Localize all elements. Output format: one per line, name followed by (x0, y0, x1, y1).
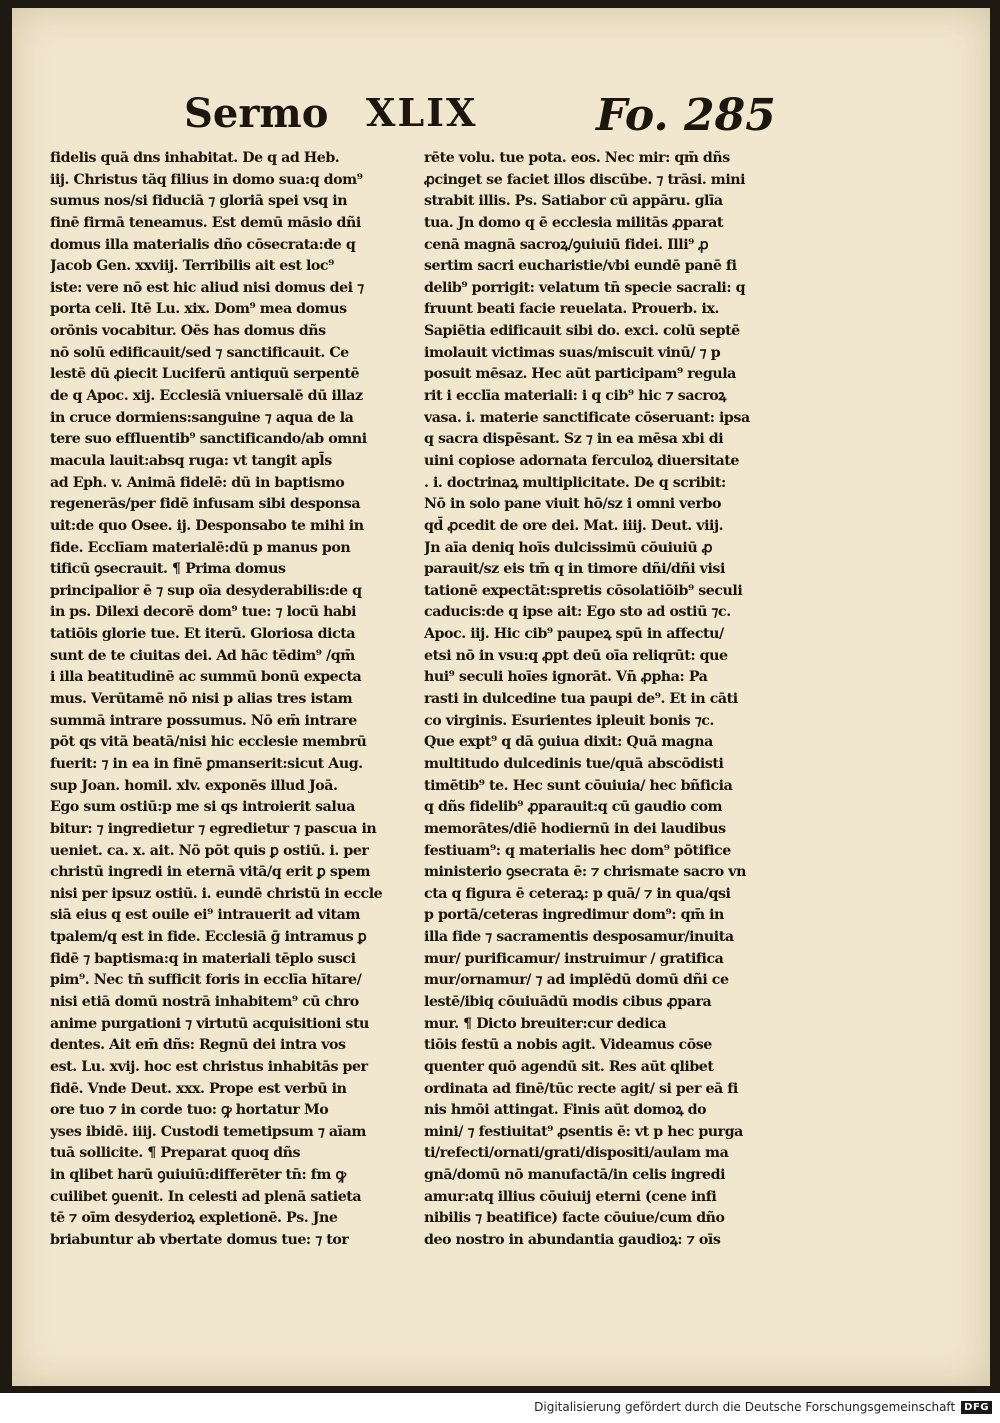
text-line: q dñs fidelib⁹ ꝓparauit:q cū gaudio com (424, 799, 723, 816)
text-line: ti/refecti/ornati/grati/dispositi/aulam ma (424, 1145, 729, 1162)
text-line: in ps. Dilexi decorē dom⁹ tue: ⁊ locū habi (50, 604, 357, 621)
text-line: tere suo effluentib⁹ sanctificando/ab omni (50, 431, 367, 448)
text-line: fruunt beati facie reuelata. Prouerb. ix. (424, 301, 719, 318)
text-line: fuerit: ⁊ in ea in finē ꝑmanserit:sicut Aug. (50, 755, 363, 772)
text-line: parauit/sz eis tm̄ q in timore dñi/dñi visi (424, 561, 725, 578)
text-line: ministerio ꝯsecrata ē: ⁊ chrismate sacro vn (424, 864, 746, 881)
text-line: Nō in solo pane viuit hō/sz i omni verbo (424, 496, 722, 513)
page-header (12, 90, 990, 150)
text-line: tificū ꝯsecrauit. ¶ Prima domus (50, 561, 286, 578)
text-line: fidelis quā dns inhabitat. De q ad Heb. (50, 150, 340, 166)
text-line: tē ⁊ oīm desyderioꝝ expletionē. Ps. Jne (50, 1210, 338, 1227)
text-line: qd̄ ꝓcedit de ore dei. Mat. iiij. Deut. viij. (424, 517, 724, 534)
text-line: Jacob Gen. xxviij. Terribilis ait est loc⁹ (50, 258, 334, 275)
text-line: iij. Christus tāq filius in domo sua:q dom⁹ (50, 171, 363, 188)
text-line: . i. doctrinaꝝ multiplicitate. De q scribit: (424, 474, 726, 491)
text-line: festiuam⁹: q materialis hec dom⁹ pōtifice (424, 842, 731, 859)
text-line: uit:de quo Osee. ij. Desponsabo te mihi in (50, 517, 364, 534)
text-line: porta celi. Itē Lu. xix. Dom⁹ mea domus (50, 301, 347, 318)
text-line: Ego sum ostiū:p me si qs introierit salua (50, 799, 355, 816)
text-line: ꝓcinget se faciet illos discūbe. ⁊ trāsi. mini (424, 171, 746, 188)
text-line: principalior ē ⁊ sup oīa desyderabilis:de q (50, 582, 362, 599)
text-line: delib⁹ porrigit: velatum tn̄ specie sacrali: q (424, 279, 746, 296)
text-line: fidē. Vnde Deut. xxx. Prope est verbū in (50, 1080, 347, 1097)
text-line: sunt de te ciuitas dei. Ad hāc tēdim⁹ /qm̄ (50, 647, 355, 664)
text-line: cuilibet ꝯuenit. In celesti ad plenā satieta (50, 1188, 362, 1205)
digitization-footer (534, 1396, 992, 1418)
text-line: tationē expectāt:spretis cōsolatiōib⁹ seculi (424, 582, 743, 599)
sermon-number: XLIX (366, 90, 478, 135)
text-line: amur:atq illius cōuiuij eterni (cene infi (424, 1188, 717, 1205)
text-line: pōt qs vitā beatā/nisi hic ecclesie membrū (50, 734, 367, 751)
text-line: multitudo dulcedinis tue/quā abscōdisti (424, 755, 724, 772)
text-line: nis hmōi attingat. Finis aūt domoꝝ do (424, 1102, 707, 1119)
text-line: nisi etiā domū nostrā inhabitem⁹ cū chro (50, 993, 359, 1010)
funding-credit: Digitalisierung gefördert durch die Deutsche Forschungsgemeinschaft (534, 1400, 956, 1414)
text-line: nō solū edificauit/sed ⁊ sanctificauit. Ce (50, 344, 349, 361)
left-text-column (50, 148, 410, 1249)
text-line: yses ibidē. iiij. Custodi temetipsum ⁊ aīam (50, 1123, 366, 1140)
text-line: strabit illis. Ps. Satiabor cū appāru. glīa (424, 193, 723, 210)
text-line: tiōis festū a nobis agit. Videamus cōse (424, 1037, 712, 1054)
text-line: domus illa materialis dño cōsecrata:de q (50, 236, 356, 253)
text-line: hui⁹ seculi hoīes ignorāt. Vn̄ ꝓpha: Pa (424, 669, 708, 686)
text-line: quenter quō agendū sit. Res aūt qlibet (424, 1058, 714, 1075)
book-page (12, 8, 990, 1386)
text-line: illa fide ⁊ sacramentis desposamur/inuita (424, 929, 734, 946)
text-line: sertim sacri eucharistie/vbi eundē panē fi (424, 258, 737, 275)
text-line: Sapiētia edificauit sibi do. exci. colū septē (424, 323, 740, 340)
text-line: co virginis. Esurientes ipleuit bonis ⁊c. (424, 712, 714, 729)
text-line: christū ingredi in eternā vitā/q erit ꝑ spem (50, 864, 371, 881)
running-title: Sermo (184, 90, 329, 137)
right-text-column (424, 148, 784, 1249)
text-line: iste: vere nō est hic aliud nisi domus dei ⁊ (50, 279, 364, 296)
text-line: Jn aīa deniq hoīs dulcissimū cōuiuiū ꝓ (424, 539, 713, 556)
text-line: macula lauit:absq ruga: vt tangit apl̄s (50, 452, 332, 469)
text-line: sumus nos/si fiduciā ⁊ gloriā spei vsq in (50, 193, 348, 210)
text-line: bitur: ⁊ ingredietur ⁊ egredietur ⁊ pascua in (50, 820, 377, 837)
text-line: cenā magnā sacroꝝ/ꝯuiuiū fidei. Illi⁹ ꝓ (424, 236, 709, 253)
text-line: deo nostro in abundantia gaudioꝝ: ⁊ oīs (424, 1232, 721, 1249)
text-line: fide. Ecclīam materialē:dū p manus pon (50, 539, 351, 556)
text-line: mur. ¶ Dicto breuiter:cur dedica (424, 1015, 667, 1032)
text-line: p portā/ceteras ingredimur dom⁹: qm̄ in (424, 907, 724, 924)
text-line: briabuntur ab vbertate domus tue: ⁊ tor (50, 1232, 349, 1249)
text-line: uini copiose adornata ferculoꝝ diuersitate (424, 452, 739, 469)
text-line: fidē ⁊ baptisma:q in materiali tēplo susci (50, 950, 356, 967)
text-line: sup Joan. homil. xlv. exponēs illud Joā. (50, 777, 338, 794)
text-line: mur/ornamur/ ⁊ ad implēdū domū dñi ce (424, 972, 729, 989)
text-line: mini/ ⁊ festiuitat⁹ ꝓsentis ē: vt p hec purga (424, 1123, 743, 1140)
text-line: lestē/ibiq cōuiuādū modis cibus ꝓpara (424, 993, 712, 1010)
text-line: gnā/domū nō manufactā/in celis ingredi (424, 1167, 726, 1184)
text-line: siā eius q est ouile ei⁹ intrauerit ad vitam (50, 907, 360, 924)
text-line: ueniet. ca. x. ait. Nō pōt quis ꝑ ostiū. i. per (50, 842, 369, 859)
text-line: imolauit victimas suas/miscuit vinū/ ⁊ p (424, 344, 721, 361)
text-line: lestē dū ꝓiecit Luciferū antiquū serpentē (50, 366, 360, 383)
text-line: summā intrare possumus. Nō em̄ intrare (50, 712, 357, 729)
text-line: rēte volu. tue pota. eos. Nec mir: qm̄ dñs (424, 150, 730, 166)
text-line: in cruce dormiens:sanguine ⁊ aqua de la (50, 409, 354, 426)
text-line: Que expt⁹ q dā ꝯuiua dixit: Quā magna (424, 734, 713, 751)
text-line: rasti in dulcedine tua paupi de⁹. Et in cāti (424, 691, 738, 708)
text-line: nisi per ipsuz ostiū. i. eundē christū in eccle (50, 885, 383, 902)
text-line: i illa beatitudinē ac summū bonū expecta (50, 669, 362, 686)
text-line: tua. Jn domo q ē ecclesia militās ꝓparat (424, 214, 723, 231)
text-line: etsi nō in vsu:q ꝓpt deū oīa reliqrūt: que (424, 647, 728, 664)
text-line: regenerās/per fidē infusam sibi desponsa (50, 496, 361, 513)
text-line: timētib⁹ te. Hec sunt cōuiuia/ hec bñficia (424, 777, 733, 794)
text-line: est. Lu. xvij. hoc est christus inhabitās per (50, 1058, 368, 1075)
text-line: cta q figura ē ceteraꝝ: p quā/ ⁊ in qua/qsi (424, 885, 731, 902)
text-line: Apoc. iij. Hic cib⁹ paupeꝝ spū in affectu/ (424, 626, 724, 643)
text-line: de q Apoc. xij. Ecclesiā vniuersalē dū illaz (50, 388, 363, 405)
text-line: dentes. Ait em̄ dñs: Regnū dei intra vos (50, 1037, 346, 1054)
text-line: posuit mēsaz. Hec aūt participam⁹ regula (424, 366, 736, 383)
text-line: finē firmā teneamus. Est demū māsio dñi (50, 214, 361, 231)
text-line: memorātes/diē hodiernū in dei laudibus (424, 820, 726, 837)
text-line: tatiōis glorie tue. Et iterū. Gloriosa dicta (50, 626, 356, 643)
text-line: caducis:de q ipse ait: Ego sto ad ostiū ⁊c. (424, 604, 731, 621)
text-line: ad Eph. v. Animā fidelē: dū in baptismo (50, 474, 345, 491)
text-line: mus. Verūtamē nō nisi p alias tres istam (50, 691, 353, 708)
text-line: pim⁹. Nec tn̄ sufficit foris in ecclīa hītare/ (50, 972, 362, 989)
text-line: anime purgationi ⁊ virtutū acquisitioni stu (50, 1015, 369, 1032)
dfg-logo: DFG (961, 1401, 992, 1414)
text-line: ordinata ad finē/tūc recte agit/ si per eā fi (424, 1080, 738, 1097)
text-line: tpalem/q est in fide. Ecclesiā ḡ intramus ꝑ (50, 929, 367, 946)
text-line: in qlibet harū ꝯuiuiū:differēter tn̄: fm ꝙ (50, 1167, 346, 1184)
folio-number: Fo. 285 (596, 90, 776, 141)
text-line: vasa. i. materie sanctificate cōseruant: ipsa (424, 409, 750, 426)
text-line: tuā sollicite. ¶ Preparat quoq dñs (50, 1145, 300, 1162)
text-line: nibilis ⁊ beatifice) facte cōuiue/cum dño (424, 1210, 725, 1227)
text-line: rit i ecclīa materiali: i q cib⁹ hic ⁊ sacroꝝ (424, 388, 727, 405)
text-line: q sacra dispēsant. Sz ⁊ in ea mēsa xbi di (424, 431, 724, 448)
text-line: orōnis vocabitur. Oēs has domus dñs (50, 323, 326, 340)
text-line: ore tuo ⁊ in corde tuo: ꝙ hortatur Mo (50, 1102, 329, 1119)
text-line: mur/ purificamur/ instruimur / gratifica (424, 950, 724, 967)
